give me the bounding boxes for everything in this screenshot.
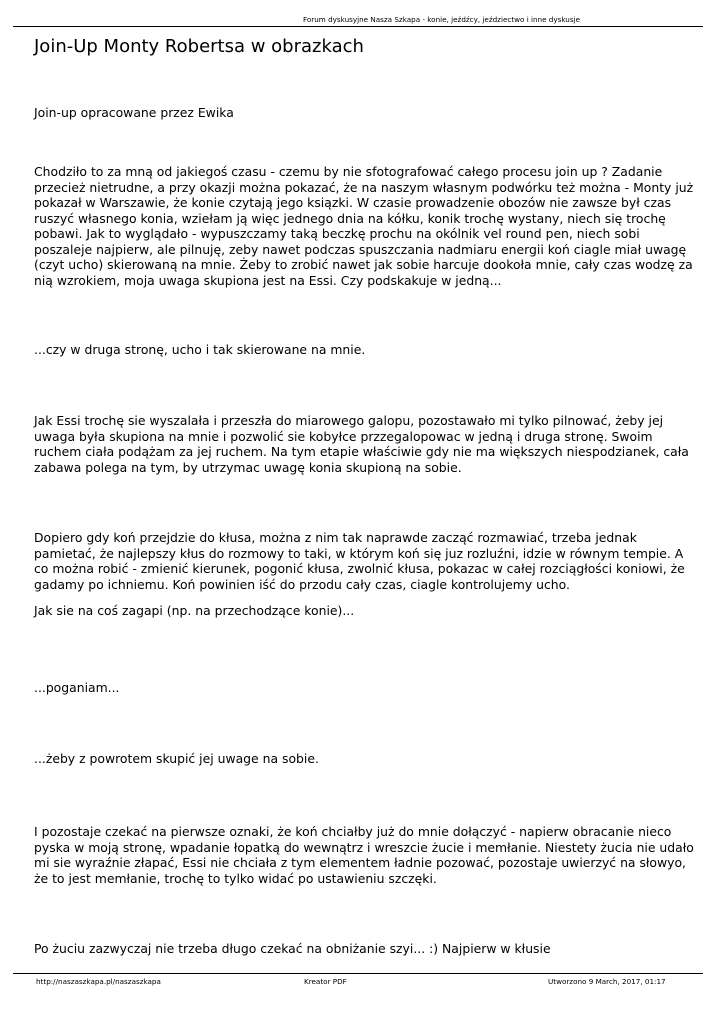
paragraph-trot: Dopiero gdy koń przejdzie do kłusa, można z nim tak naprawde zacząć rozmawiać, trzeba jednak pamietać, że najlepszy kłus do rozmowy to taki, w którym koń się juz rozluźni, idzie w równym tempie. A co można robić - zmienić kierunek, pogonić kłusa, zwolnić kłusa, pokazac w całej rozciągłości koniowi, że gadamy po ichniemu. Koń powinien iść do przodu cały czas, ciagle kontrolujemy ucho. bbox=[34, 530, 685, 592]
paragraph-neck-lowering: Po żuciu zazwyczaj nie trzeba długo czekać na obniżanie szyi... :) Najpierw w kłusie bbox=[34, 941, 551, 956]
header-divider bbox=[13, 26, 703, 27]
footer-url: http://naszaszkapa.pl/naszaszkapa bbox=[36, 977, 161, 986]
paragraph-refocus: ...żeby z powrotem skupić jej uwage na sobie. bbox=[34, 751, 319, 766]
footer-created-date: Utworzono 9 March, 2017, 01:17 bbox=[548, 977, 666, 986]
footer-generator: Kreator PDF bbox=[304, 977, 347, 986]
paragraph-signs: I pozostaje czekać na pierwsze oznaki, że koń chciałby już do mnie dołączyć - napierw obracanie nieco pyska w moją stronę, wpadanie łopatką do wewnątrz i wreszcie żucie i memłanie. Niestety żucia nie udało mi sie wyraźnie złapać, Essi nie chciała z tym elementem ładnie pozować, pozostaje uwierzyć na słowyo, że to jest memłanie, trochę to tylko widać po ustawieniu szczęki. bbox=[34, 824, 694, 886]
page-title: Join-Up Monty Robertsa w obrazkach bbox=[34, 36, 364, 57]
paragraph-other-side: ...czy w druga stronę, ucho i tak skierowane na mnie. bbox=[34, 342, 366, 357]
paragraph-distraction: Jak sie na coś zagapi (np. na przechodzące konie)... bbox=[34, 603, 355, 618]
forum-header-text: Forum dyskusyjne Nasza Szkapa - konie, jeźdźcy, jeździectwo i inne dyskusje bbox=[303, 15, 581, 24]
author-line: Join-up opracowane przez Ewika bbox=[34, 105, 234, 120]
footer-divider bbox=[13, 973, 703, 974]
paragraph-intro: Chodziło to za mną od jakiegoś czasu - czemu by nie sfotografować całego procesu join up ? Zadanie przecież nietrudne, a przy okazji można pokazać, że na naszym własnym podwórku też można - Monty już pokazał w Warszawie, że konie czytają jego ksiązki. W czasie prowadzenie obozów nie zawsze był czas ruszyć własnego konia, wziełam ją więc jednego dnia na kółku, konik trochę wystany, niech się trochę pobawi. Jak to wyglądało - wypuszczamy taką beczkę prochu na okólnik vel round pen, niech sobi poszaleje najpierw, ale pilnuję, zeby nawet podczas spuszczania nadmiaru energii koń ciagle miał uwagę (czyt ucho) skierowaną na mnie. Żeby to zrobić nawet jak sobie harcuje dookoła mnie, cały czas wodzę za nią wzrokiem, moja uwaga skupiona jest na Essi. Czy podskakuje w jedną... bbox=[34, 164, 694, 288]
paragraph-gallop: Jak Essi trochę sie wyszalała i przeszła do miarowego galopu, pozostawało mi tylko pilnować, żeby jej uwaga była skupiona na mnie i pozwolić sie kobyłce przzegalopowac w jedną i druga stronę. Swoim ruchem ciała podążam za jej ruchem. Na tym etapie właściwie gdy nie ma większych niespodzianek, cała zabawa polega na tym, by utrzymac uwagę konia skupioną na sobie. bbox=[34, 413, 689, 475]
paragraph-urging: ...poganiam... bbox=[34, 680, 120, 695]
